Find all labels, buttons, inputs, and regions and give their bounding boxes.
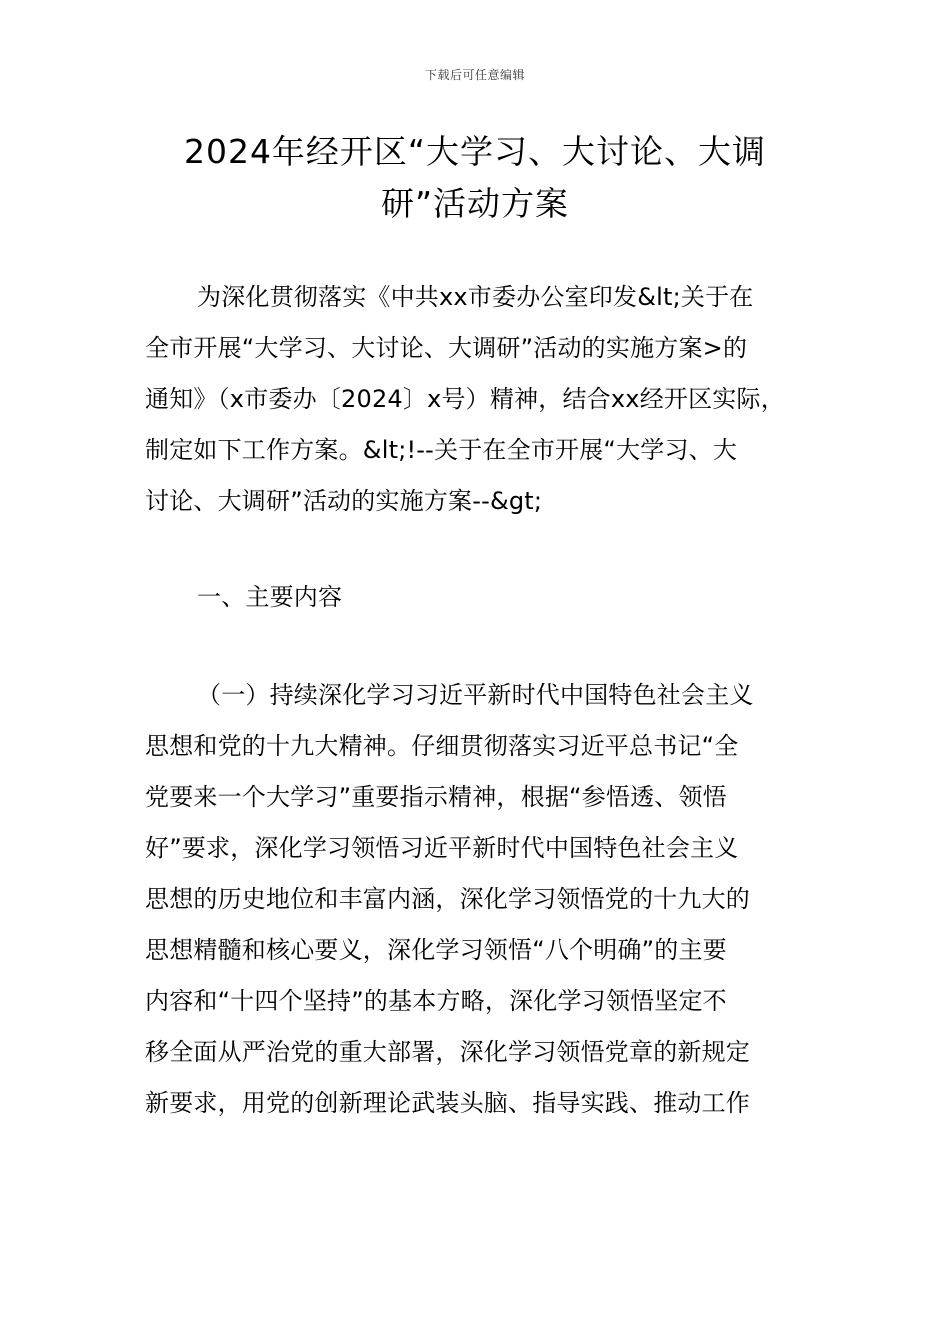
- title-line: 2024年经开区“大学习、大讨论、大调: [183, 132, 767, 171]
- paragraph-line: 思想的历史地位和丰富内涵，深化学习领悟党的十九大的: [145, 885, 750, 913]
- paragraph-line: 通知》（x市委办〔2024〕x号）精神，结合xx经开区实际，: [145, 385, 785, 413]
- paragraph-line: 思想精髓和核心要义，深化学习领悟“八个明确”的主要: [145, 936, 727, 964]
- paragraph-line: 新要求，用党的创新理论武装头脑、指导实践、推动工作: [145, 1089, 750, 1117]
- paragraph-line: 好”要求，深化学习领悟习近平新时代中国特色社会主义: [145, 834, 739, 862]
- paragraph-line: 讨论、大调研”活动的实施方案--&gt;: [145, 487, 543, 515]
- document-title: [150, 126, 800, 230]
- section-heading: [145, 572, 810, 623]
- content-paragraph: [145, 670, 810, 1129]
- paragraph-line: 制定如下工作方案。&lt;!--关于在全市开展“大学习、大: [145, 436, 738, 464]
- paragraph-line: 全市开展“大学习、大讨论、大调研”活动的实施方案>的: [145, 334, 748, 362]
- download-note: 下载后可任意编辑: [424, 68, 525, 82]
- intro-paragraph: [145, 272, 810, 527]
- paragraph-line: 为深化贯彻落实《中共xx市委办公室印发&lt;关于在: [197, 283, 754, 311]
- title-line: 研”活动方案: [380, 184, 570, 223]
- paragraph-line: 党要来一个大学习”重要指示精神，根据“参悟透、领悟: [145, 783, 727, 811]
- paragraph-line: 内容和“十四个坚持”的基本方略，深化学习领悟坚定不: [145, 987, 727, 1015]
- paragraph-line: 思想和党的十九大精神。仔细贯彻落实习近平总书记“全: [145, 732, 739, 760]
- paragraph-line: 移全面从严治党的重大部署，深化学习领悟党章的新规定: [145, 1038, 750, 1066]
- section-heading-text: 一、主要内容: [197, 583, 343, 611]
- paragraph-line: （一）持续深化学习习近平新时代中国特色社会主义: [197, 681, 754, 709]
